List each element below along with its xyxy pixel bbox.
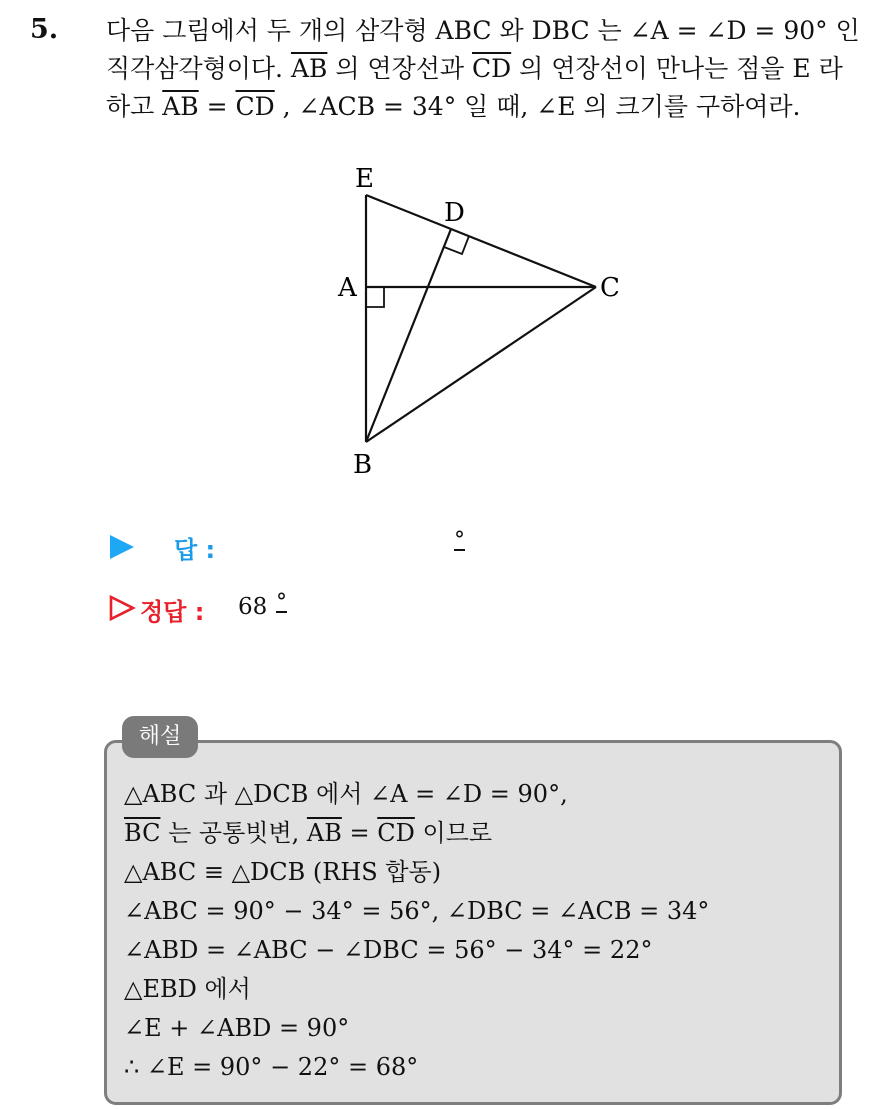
solution-line: ∠ABC = 90° − 34° = 56°, ∠DBC = ∠ACB = 34° bbox=[124, 897, 710, 925]
segment-bc: $\overline{BC}$ bbox=[124, 819, 161, 847]
line-ec bbox=[366, 195, 596, 287]
solution-line: ∴ ∠E = 90° − 22° = 68° bbox=[124, 1053, 419, 1081]
segment-ab: $\overline{AB}$ bbox=[290, 54, 328, 83]
triangle-figure bbox=[320, 155, 640, 485]
segment-cd: $\overline{CD}$ bbox=[471, 54, 512, 83]
solution-line: △ABC 과 △DCB 에서 ∠A = ∠D = 90°, bbox=[124, 780, 568, 808]
correct-answer-value: 68 bbox=[238, 594, 268, 620]
solution-line: △EBD 에서 bbox=[124, 975, 251, 1003]
solution-line: $\overline{BC}$ 는 공통빗변, $\overline{AB} = \overline{CD}$ 이므로 bbox=[124, 819, 493, 847]
hollow-play-icon bbox=[108, 594, 136, 622]
solution-line: ∠ABD = ∠ABC − ∠DBC = 56° − 34° = 22° bbox=[124, 936, 653, 964]
question-number: 5. bbox=[30, 14, 59, 45]
segment-ab: $\overline{AB}$ bbox=[306, 819, 342, 847]
question-line-3: 하고 $\overline{AB} = \overline{CD}$ , ∠ACB = 34° 일 때, ∠E 의 크기를 구하여라. bbox=[106, 92, 801, 121]
solution-line: △ABC ≡ △DCB (RHS 합동) bbox=[124, 858, 442, 886]
label-c: C bbox=[600, 273, 620, 303]
label-d: D bbox=[444, 198, 465, 228]
correct-answer-unit: ° bbox=[276, 590, 287, 615]
right-angle-a bbox=[366, 287, 384, 307]
label-a: A bbox=[338, 273, 357, 303]
segment-cd: $\overline{CD}$ bbox=[377, 819, 415, 847]
question-line-2: 직각삼각형이다. $\overline{AB}$ 의 연장선과 $\overline{CD}$ 의 연장선이 만나는 점을 E 라 bbox=[106, 54, 843, 83]
label-b: B bbox=[353, 450, 373, 480]
question-text bbox=[106, 12, 866, 126]
solution-tag: 해설 bbox=[122, 716, 198, 758]
segment-ab: $\overline{AB}$ bbox=[162, 92, 199, 121]
question-line-1: 다음 그림에서 두 개의 삼각형 ABC 와 DBC 는 ∠A = ∠D = 90° 인 bbox=[106, 16, 860, 45]
correct-answer-label: 정답 : bbox=[140, 598, 205, 626]
solution-text bbox=[124, 775, 709, 1087]
answer-row bbox=[106, 530, 606, 564]
label-e: E bbox=[355, 164, 374, 194]
line-bc bbox=[366, 287, 596, 442]
answer-label: 답 : bbox=[174, 536, 216, 564]
answer-unit: ° bbox=[454, 528, 465, 553]
play-icon bbox=[110, 535, 134, 559]
line-bd bbox=[366, 229, 451, 442]
solution-line: ∠E + ∠ABD = 90° bbox=[124, 1014, 350, 1042]
correct-answer-row bbox=[106, 592, 606, 626]
segment-cd: $\overline{CD}$ bbox=[235, 92, 275, 121]
